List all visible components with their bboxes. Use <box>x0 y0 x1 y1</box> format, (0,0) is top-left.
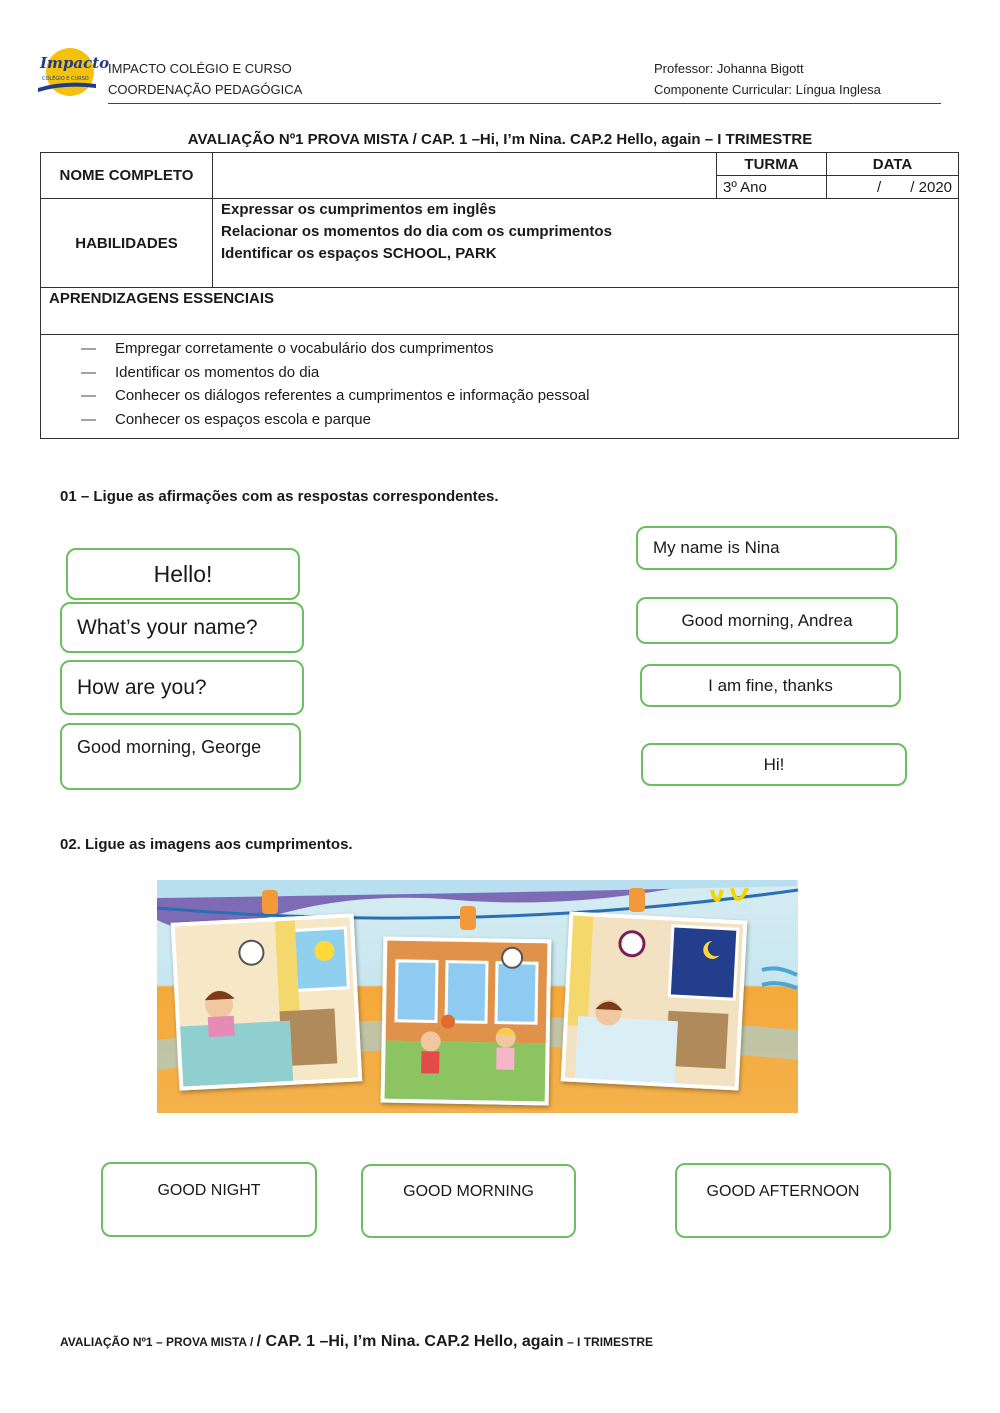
logo-subtext: COLÉGIO E CURSO <box>42 76 89 82</box>
q2-instruction: 02. Ligue as imagens aos cumprimentos. <box>60 836 353 853</box>
q1-left-box[interactable]: How are you? <box>60 660 304 715</box>
name-label: NOME COMPLETO <box>41 153 213 199</box>
essential-item: — Conhecer os diálogos referentes a cumprimentos e informação pessoal <box>81 387 590 404</box>
essential-item: — Identificar os momentos do dia <box>81 363 320 381</box>
skills-label: HABILIDADES <box>41 199 213 288</box>
times-of-day-illustration <box>157 880 798 1113</box>
q1-right-box[interactable]: Good morning, Andrea <box>636 597 898 644</box>
class-value: 3º Ano <box>717 176 827 199</box>
clothespin-icon <box>262 890 278 914</box>
subject: Componente Curricular: Língua Inglesa <box>654 82 881 97</box>
clothespin-icon <box>629 888 645 912</box>
q1-right-box[interactable]: Hi! <box>641 743 907 786</box>
exam-title: AVALIAÇÃO Nº1 PROVA MISTA / CAP. 1 –Hi, I’m Nina. CAP.2 Hello, again – I TRIMESTRE <box>187 131 813 148</box>
q1-right-box[interactable]: My name is Nina <box>636 526 897 570</box>
school-name: IMPACTO COLÉGIO E CURSO <box>108 61 292 76</box>
q2-option-box[interactable]: GOOD NIGHT <box>101 1162 317 1237</box>
class-label: TURMA <box>717 153 827 176</box>
skill-item: Relacionar os momentos do dia com os cumprimentos <box>221 223 612 240</box>
professor: Professor: Johanna Bigott <box>654 61 804 76</box>
skill-item: Expressar os cumprimentos em inglês <box>221 201 497 218</box>
night-picture[interactable] <box>561 911 748 1090</box>
q1-left-box[interactable]: What’s your name? <box>60 602 304 653</box>
date-field[interactable]: / / 2020 <box>827 176 959 199</box>
date-label: DATA <box>827 153 959 176</box>
q1-instruction: 01 – Ligue as afirmações com as respostas correspondentes. <box>60 488 499 505</box>
info-table <box>40 152 959 439</box>
skills-list <box>213 199 959 288</box>
q2-option-box[interactable]: GOOD AFTERNOON <box>675 1163 891 1238</box>
q1-left-box[interactable]: Hello! <box>66 548 300 600</box>
clothespin-icon <box>460 906 476 930</box>
q1-right-box[interactable]: I am fine, thanks <box>640 664 901 707</box>
school-logo <box>34 40 110 104</box>
name-field[interactable] <box>213 153 717 199</box>
department: COORDENAÇÃO PEDAGÓGICA <box>108 82 303 97</box>
header-divider <box>108 103 941 104</box>
footer: AVALIAÇÃO Nº1 – PROVA MISTA / / CAP. 1 –Hi, I’m Nina. CAP.2 Hello, again – I TRIMESTRE <box>60 1333 654 1350</box>
q2-option-box[interactable]: GOOD MORNING <box>361 1164 576 1238</box>
essentials-list <box>41 335 959 439</box>
logo-text: Impacto <box>40 54 110 72</box>
q1-left-box[interactable]: Good morning, George <box>60 723 301 790</box>
skill-item: Identificar os espaços SCHOOL, PARK <box>221 245 497 262</box>
essential-label: APRENDIZAGENS ESSENCIAIS <box>41 288 959 335</box>
essential-item: — Empregar corretamente o vocabulário dos cumprimentos <box>81 340 494 357</box>
morning-picture[interactable] <box>171 913 363 1090</box>
afternoon-picture[interactable] <box>381 937 552 1106</box>
essential-item: — Conhecer os espaços escola e parque <box>81 410 371 428</box>
